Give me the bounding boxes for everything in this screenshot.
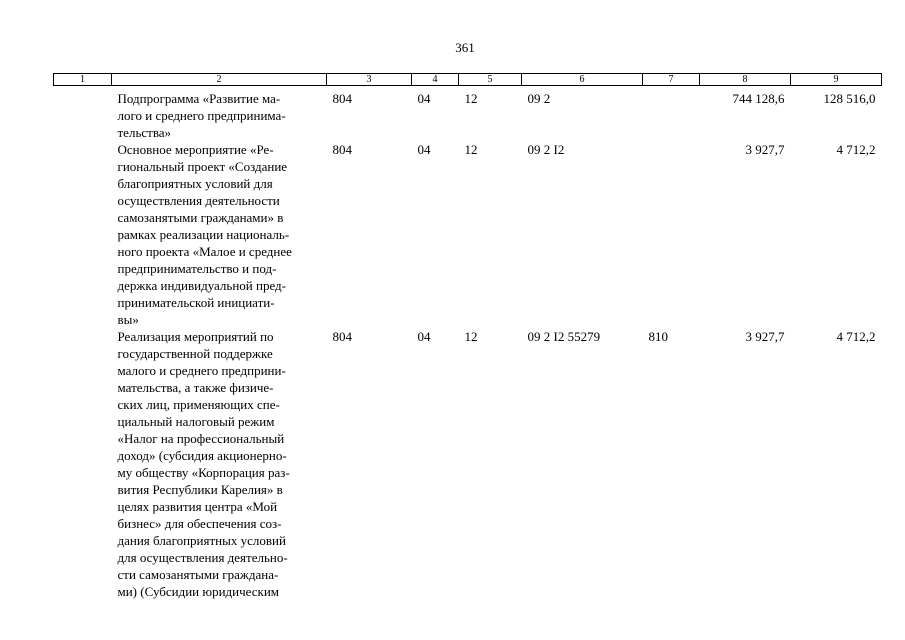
column-header-9: 9: [791, 74, 882, 86]
section-code-cell: 04: [417, 329, 431, 344]
amount-2-cell: 128 516,0: [823, 91, 876, 106]
subsection-code-cell: 12: [464, 142, 478, 157]
expense-type-cell: 810: [648, 329, 668, 344]
target-article-cell: 09 2 I2: [527, 142, 565, 157]
amount-1-cell: 3 927,7: [745, 329, 785, 344]
subsection-code-cell: 12: [464, 329, 478, 344]
table-body: [54, 86, 882, 601]
table-row: [54, 328, 882, 600]
amount-1-cell: 744 128,6: [732, 91, 785, 106]
budget-table: [53, 73, 882, 600]
section-code-cell: 04: [417, 142, 431, 157]
ministry-code-cell: 804: [332, 329, 352, 344]
column-header-1: 1: [54, 74, 112, 86]
ministry-code-cell: 804: [332, 91, 352, 106]
row-index-cell: [54, 328, 112, 600]
column-header-8: 8: [700, 74, 791, 86]
expense-type-cell: [643, 141, 700, 328]
target-article-cell: 09 2 I2 55279: [527, 329, 601, 344]
item-name-cell: Основное мероприятие «Ре- гиональный проект «Создание благоприятных условий для осуществления деятельности самозанятыми гражданами» в рамках реализации националь- ного проекта «Малое и среднее предпринимательство и под- держка индивидуальной пред- принимательской инициати- вы»: [117, 142, 292, 327]
amount-2-cell: 4 712,2: [836, 329, 876, 344]
column-header-3: 3: [327, 74, 412, 86]
ministry-code-cell: 804: [332, 142, 352, 157]
amount-2-cell: 4 712,2: [836, 142, 876, 157]
amount-1-cell: 3 927,7: [745, 142, 785, 157]
section-code-cell: 04: [417, 91, 431, 106]
column-header-2: 2: [112, 74, 327, 86]
page-number: 361: [455, 40, 475, 55]
column-header-5: 5: [459, 74, 522, 86]
subsection-code-cell: 12: [464, 91, 478, 106]
table-row: [54, 141, 882, 328]
row-index-cell: [54, 86, 112, 142]
column-header-4: 4: [412, 74, 459, 86]
column-number-row: [54, 74, 882, 86]
column-header-7: 7: [643, 74, 700, 86]
column-header-6: 6: [522, 74, 643, 86]
item-name-cell: Подпрограмма «Развитие ма- лого и среднего предпринима- тельства»: [117, 91, 286, 140]
row-index-cell: [54, 141, 112, 328]
target-article-cell: 09 2: [527, 91, 551, 106]
item-name-cell: Реализация мероприятий по государственной поддержке малого и среднего предприни- мательства, а также физиче- ских лиц, применяющих спе- циальный налоговый режим «Налог на профессиональный доход» (субсидия акционерно- му обществу «Корпорация раз- вития Республики Карелия» в целях развития центра «Мой бизнес» для обеспечения соз- дания благоприятных условий для осуществления деятельно- сти самозанятыми гражданa- ми) (Субсидии юридическим: [117, 329, 290, 599]
expense-type-cell: [643, 86, 700, 142]
table-row: [54, 86, 882, 142]
